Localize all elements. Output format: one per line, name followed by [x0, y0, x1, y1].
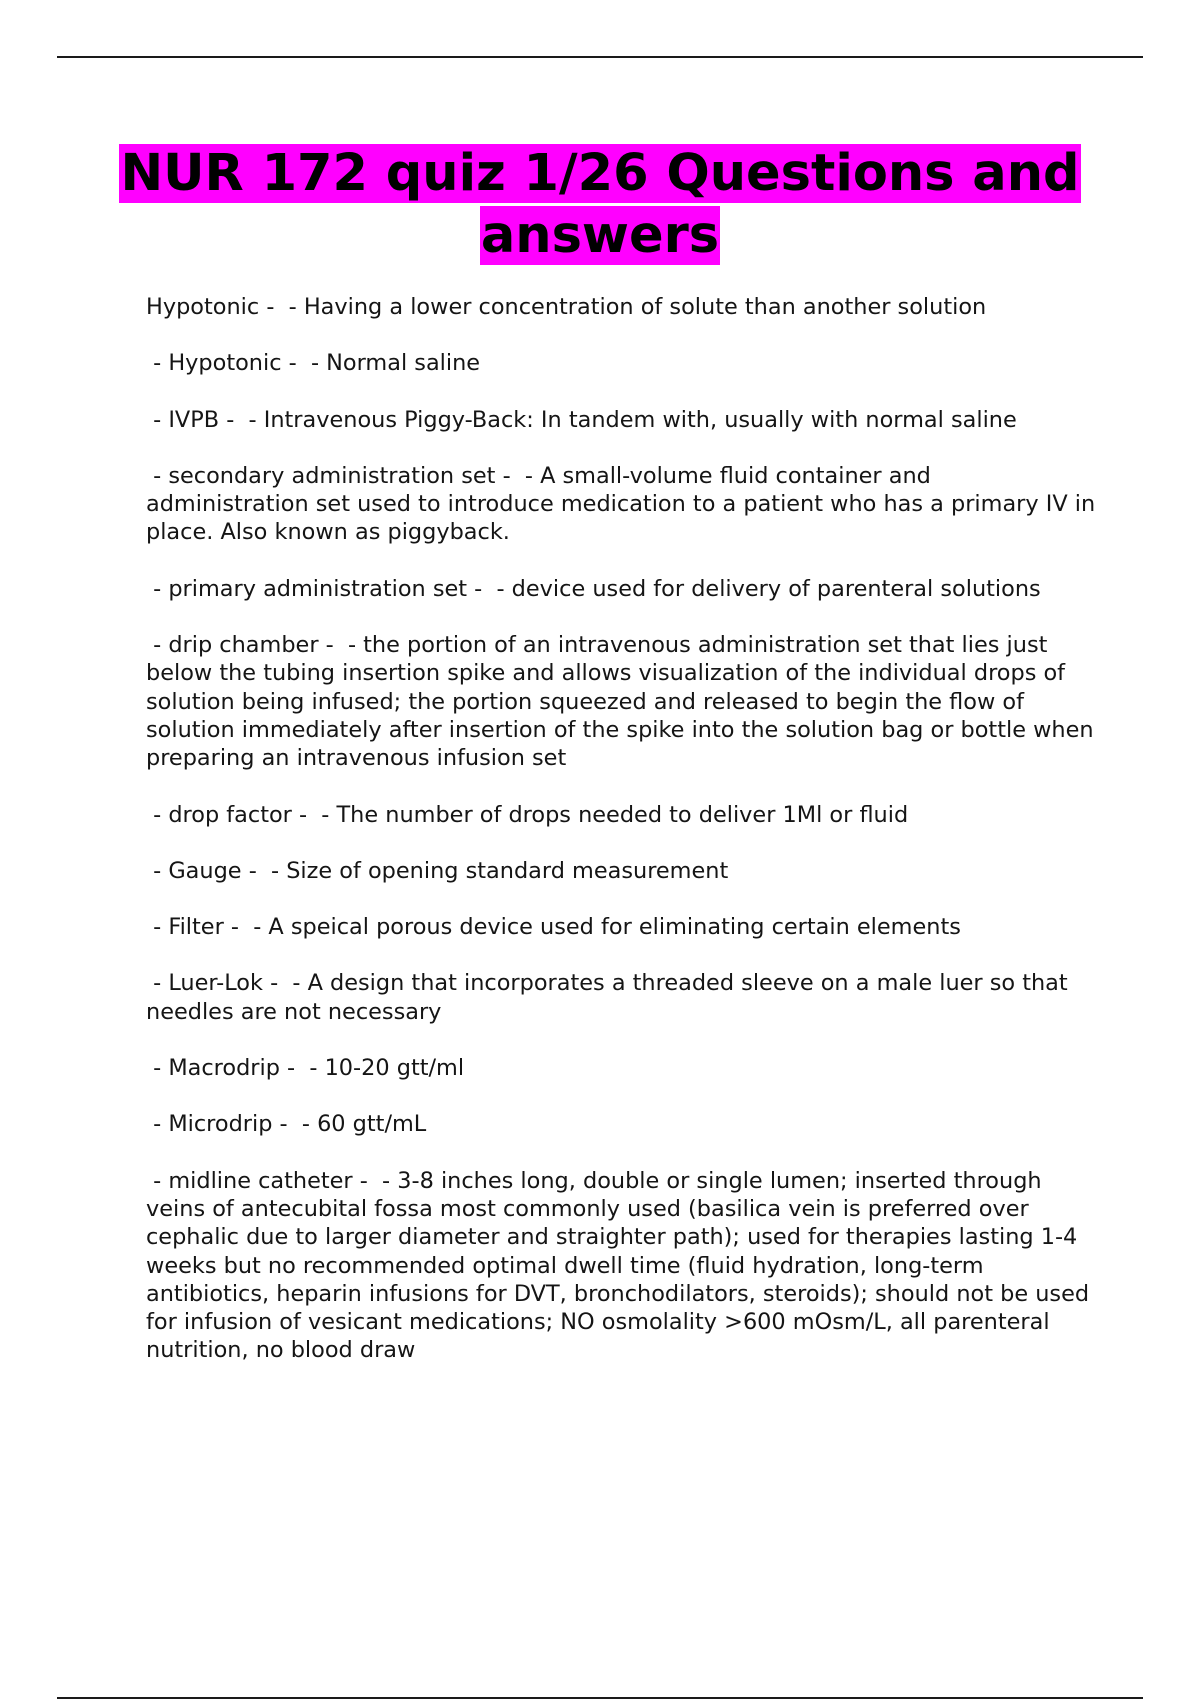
qa-entry: Hypotonic - - Having a lower concentration of solute than another solution — [146, 294, 987, 320]
qa-entry: - Macrodrip - - 10-20 gtt/ml — [146, 1055, 465, 1082]
page-title-text: NUR 172 quiz 1/26 Questions and answers — [120, 144, 1080, 265]
qa-entry: - secondary administration set - - A small-volume fluid container and administration set used to introduce medication to a patient who has a primary IV in place. Also known as piggyback. — [146, 462, 1103, 546]
qa-entry: - Microdrip - - 60 gtt/mL — [146, 1111, 427, 1138]
qa-entry: - Hypotonic - - Normal saline — [146, 350, 481, 377]
qa-list — [146, 293, 1103, 1393]
qa-entry: - Filter - - A speical porous device used for eliminating certain elements — [146, 914, 961, 941]
qa-entry: - midline catheter - - 3-8 inches long, double or single lumen; inserted through veins of antecubital fossa most commonly used (basilica vein is preferred over cephalic due to larger diameter and straighter path); used for therapies lasting 1-4 weeks but no recommended optimal dwell time (fluid hydration, long-term antibiotics, heparin infusions for DVT, bronchodilators, steroids); should not be used for infusion of vesicant medications; NO osmolality >600 mOsm/L, all parenteral nutrition, no blood draw — [146, 1167, 1097, 1364]
footer-rule — [57, 1697, 1143, 1699]
qa-entry: - Gauge - - Size of opening standard measurement — [146, 857, 729, 884]
qa-entry: - drop factor - - The number of drops needed to deliver 1Ml or fluid — [146, 801, 909, 828]
qa-entry: - Luer-Lok - - A design that incorporates a threaded sleeve on a male luer so that needles are not necessary — [146, 970, 1075, 1025]
qa-entry: - IVPB - - Intravenous Piggy-Back: In tandem with, usually with normal saline — [146, 406, 1017, 433]
qa-entry: - primary administration set - - device used for delivery of parenteral solutions — [146, 575, 1041, 602]
page-title — [57, 143, 1143, 267]
header-rule — [57, 56, 1143, 58]
qa-entry: - drip chamber - - the portion of an intravenous administration set that lies just below the tubing insertion spike and allows visualization of the individual drops of solution being infused; the portion squeezed and released to begin the flow of solution immediately after insertion of the spike into the solution bag or bottle when preparing an intravenous infusion set — [146, 632, 1101, 772]
